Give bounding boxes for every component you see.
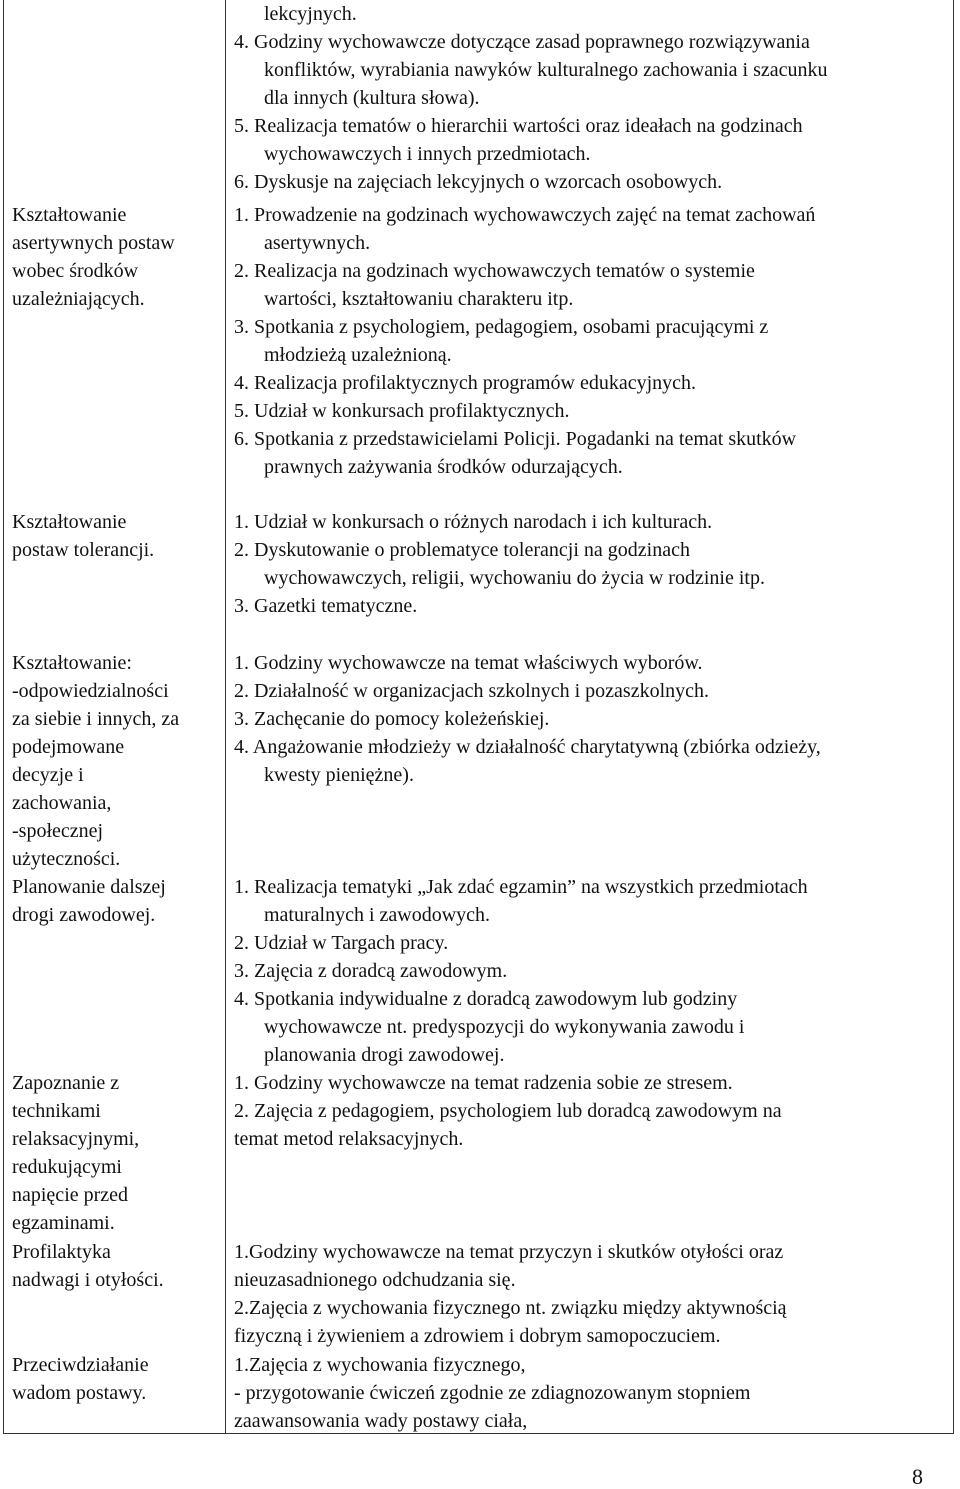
topic-cell: [12, 508, 222, 564]
topic-line: Zapoznanie z: [12, 1072, 120, 1094]
topic-cell: [12, 873, 222, 929]
activity-line: 1. Prowadzenie na godzinach wychowawczych zajęć na temat zachowań: [234, 204, 816, 226]
activity-line: 2. Zajęcia z pedagogiem, psychologiem lub doradcą zawodowym na: [234, 1100, 782, 1122]
activity-line: 1. Udział w konkursach o różnych narodach i ich kulturach.: [234, 511, 713, 533]
activity-line: 4. Godziny wychowawcze dotyczące zasad poprawnego rozwiązywania: [234, 31, 810, 53]
topic-line: wadom postawy.: [12, 1382, 147, 1404]
topic-cell: [12, 201, 222, 313]
topic-line: wobec środków: [12, 260, 139, 282]
activity-line: 1. Godziny wychowawcze na temat właściwych wyborów.: [234, 652, 703, 674]
topic-line: postaw tolerancji.: [12, 539, 155, 561]
column-divider: [225, 0, 226, 1434]
topic-cell: [12, 1069, 222, 1237]
activities-cell: [234, 1238, 950, 1350]
activities-cell: [234, 873, 950, 1069]
topic-line: decyzje i: [12, 764, 84, 786]
activity-line: 3. Spotkania z psychologiem, pedagogiem, osobami pracującymi z: [234, 316, 769, 338]
activity-line: - przygotowanie ćwiczeń zgodnie ze zdiagnozowanym stopniem: [234, 1382, 751, 1404]
activity-line: konfliktów, wyrabiania nawyków kulturalnego zachowania i szacunku: [264, 59, 828, 81]
activity-line: 2. Udział w Targach pracy.: [234, 932, 449, 954]
activity-line: 2. Działalność w organizacjach szkolnych i pozaszkolnych.: [234, 680, 710, 702]
activity-line: 2.Zajęcia z wychowania fizycznego nt. związku między aktywnością: [234, 1297, 787, 1319]
activities-cell: [234, 508, 950, 620]
activities-cell: [234, 1351, 950, 1435]
activity-line: 2. Realizacja na godzinach wychowawczych tematów o systemie: [234, 260, 755, 282]
activity-line: asertywnych.: [264, 232, 371, 254]
activity-line: 1.Zajęcia z wychowania fizycznego,: [234, 1354, 526, 1376]
topic-line: napięcie przed: [12, 1184, 129, 1206]
activity-line: wychowawczych i innych przedmiotach.: [264, 143, 591, 165]
topic-cell: [12, 1351, 222, 1407]
topic-line: za siebie i innych, za: [12, 708, 180, 730]
activity-line: wartości, kształtowaniu charakteru itp.: [264, 288, 574, 310]
activity-line: 1.Godziny wychowawcze na temat przyczyn i skutków otyłości oraz: [234, 1241, 784, 1263]
topic-line: podejmowane: [12, 736, 125, 758]
topic-line: Profilaktyka: [12, 1241, 111, 1263]
activity-line: 4. Angażowanie młodzieży w działalność charytatywną (zbiórka odzieży,: [234, 736, 821, 758]
topic-line: Planowanie dalszej: [12, 876, 166, 898]
activity-line: 1. Godziny wychowawcze na temat radzenia sobie ze stresem.: [234, 1072, 733, 1094]
activities-cell: [234, 0, 950, 196]
activity-line: temat metod relaksacyjnych.: [234, 1128, 464, 1150]
activity-line: 3. Gazetki tematyczne.: [234, 595, 418, 617]
topic-line: Kształtowanie:: [12, 652, 132, 674]
topic-line: drogi zawodowej.: [12, 904, 156, 926]
activity-line: kwesty pieniężne).: [264, 764, 414, 786]
topic-line: technikami: [12, 1100, 101, 1122]
topic-line: egzaminami.: [12, 1212, 115, 1234]
activity-line: 3. Zajęcia z doradcą zawodowym.: [234, 960, 508, 982]
topic-line: nadwagi i otyłości.: [12, 1269, 164, 1291]
topic-line: zachowania,: [12, 792, 112, 814]
activity-line: 6. Spotkania z przedstawicielami Policji. Pogadanki na temat skutków: [234, 428, 797, 450]
topic-cell: [12, 649, 222, 873]
activity-line: dla innych (kultura słowa).: [264, 87, 480, 109]
activity-line: 5. Udział w konkursach profilaktycznych.: [234, 400, 570, 422]
activity-line: młodzieżą uzależnioną.: [264, 344, 452, 366]
topic-line: Przeciwdziałanie: [12, 1354, 149, 1376]
activity-line: maturalnych i zawodowych.: [264, 904, 491, 926]
activity-line: planowania drogi zawodowej.: [264, 1044, 505, 1066]
activity-line: 3. Zachęcanie do pomocy koleżeńskiej.: [234, 708, 550, 730]
topic-line: Kształtowanie: [12, 204, 127, 226]
activity-line: 5. Realizacja tematów o hierarchii wartości oraz ideałach na godzinach: [234, 115, 803, 137]
activities-cell: [234, 649, 950, 789]
topic-line: uzależniających.: [12, 288, 145, 310]
activity-line: lekcyjnych.: [264, 3, 357, 25]
topic-cell: [12, 1238, 222, 1294]
activity-line: wychowawczych, religii, wychowaniu do życia w rodzinie itp.: [264, 567, 765, 589]
topic-line: -odpowiedzialności: [12, 680, 169, 702]
activity-line: 1. Realizacja tematyki „Jak zdać egzamin” na wszystkich przedmiotach: [234, 876, 808, 898]
activity-line: nieuzasadnionego odchudzania się.: [234, 1269, 516, 1291]
activities-cell: [234, 1069, 950, 1153]
activity-line: prawnych zażywania środków odurzających.: [264, 456, 623, 478]
activity-line: fizyczną i żywieniem a zdrowiem i dobrym samopoczuciem.: [234, 1325, 721, 1347]
topic-line: asertywnych postaw: [12, 232, 175, 254]
page-number: 8: [912, 1464, 923, 1489]
activity-line: wychowawcze nt. predyspozycji do wykonywania zawodu i: [264, 1016, 745, 1038]
topic-line: relaksacyjnymi,: [12, 1128, 140, 1150]
topic-line: redukującymi: [12, 1156, 122, 1178]
topic-line: użyteczności.: [12, 848, 121, 870]
activity-line: zaawansowania wady postawy ciała,: [234, 1410, 528, 1432]
activity-line: 4. Spotkania indywidualne z doradcą zawodowym lub godziny: [234, 988, 738, 1010]
activity-line: 2. Dyskutowanie o problematyce tolerancji na godzinach: [234, 539, 690, 561]
topic-line: -społecznej: [12, 820, 104, 842]
topic-line: Kształtowanie: [12, 511, 127, 533]
activities-cell: [234, 201, 950, 481]
activity-line: 4. Realizacja profilaktycznych programów edukacyjnych.: [234, 372, 697, 394]
activity-line: 6. Dyskusje na zajęciach lekcyjnych o wzorcach osobowych.: [234, 171, 723, 193]
